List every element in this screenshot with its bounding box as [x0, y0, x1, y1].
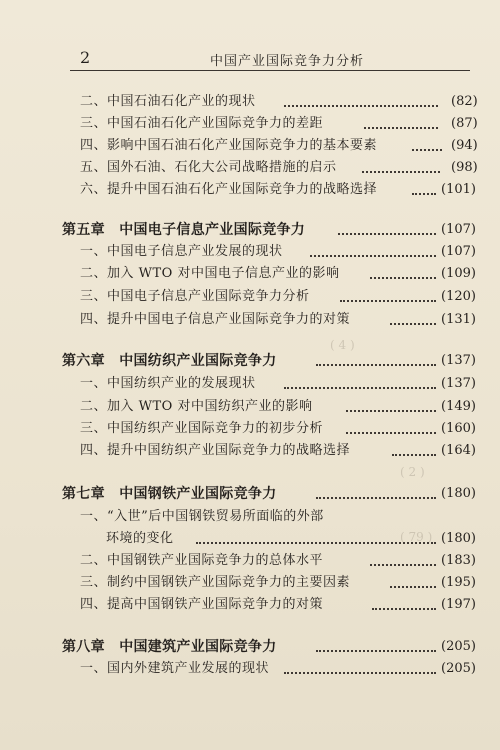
toc-entry	[0, 658, 500, 680]
toc-chapter	[0, 219, 500, 241]
toc-entry-page: (137)	[441, 353, 476, 368]
toc-entry-title: 一、“入世”后中国钢铁贸易所面临的外部	[80, 509, 324, 524]
toc-entry	[0, 418, 500, 440]
toc-entry	[0, 241, 500, 263]
dot-leader	[372, 608, 436, 610]
toc-entry-page: (109)	[441, 266, 476, 281]
chapter-title: 第八章 中国建筑产业国际竞争力	[62, 639, 277, 655]
toc-entry	[0, 91, 500, 113]
toc-entry-page: (82)	[451, 94, 478, 109]
toc-entry	[0, 440, 500, 462]
toc-entry-title: 一、国内外建筑产业发展的现状	[80, 661, 270, 676]
toc-entry-page: (195)	[441, 575, 476, 590]
toc-entry-title: 一、中国电子信息产业发展的现状	[80, 244, 283, 259]
toc-entry-title: 四、提升中国纺织产业国际竞争力的战略选择	[80, 443, 351, 458]
toc-entry-title: 三、制约中国钢铁产业国际竞争力的主要因素	[80, 575, 351, 590]
dot-leader	[284, 105, 438, 107]
toc-entry-title: 环境的变化	[106, 531, 174, 546]
toc-entry-page: (94)	[451, 138, 478, 153]
dot-leader	[346, 410, 436, 412]
toc-entry-title: 二、加入 WTO 对中国电子信息产业的影响	[80, 266, 340, 281]
dot-leader	[316, 650, 436, 652]
dot-leader	[390, 323, 436, 325]
toc-entry-page: (149)	[441, 399, 476, 414]
toc-entry	[0, 373, 500, 395]
toc-entry-page: (164)	[441, 443, 476, 458]
dot-leader	[316, 364, 436, 366]
toc-entry-title: 二、中国石油石化产业的现状	[80, 94, 256, 109]
toc-entry	[0, 594, 500, 616]
toc-entry	[0, 309, 500, 331]
toc-entry-page: (98)	[451, 160, 478, 175]
dot-leader	[412, 149, 442, 151]
chapter-title: 第七章 中国钢铁产业国际竞争力	[62, 486, 277, 502]
toc-entry-page: (160)	[441, 421, 476, 436]
toc-entry-title: 六、提升中国石油石化产业国际竞争力的战略选择	[80, 182, 378, 197]
running-title: 中国产业国际竞争力分析	[210, 54, 365, 69]
dot-leader	[340, 300, 436, 302]
bleed-through-mark: ( 79 )	[400, 530, 433, 544]
page-header	[70, 46, 470, 71]
toc-entry	[0, 135, 500, 157]
page-number: 2	[80, 48, 91, 67]
toc-entry-page: (137)	[441, 376, 476, 391]
dot-leader	[364, 127, 438, 129]
toc-chapter	[0, 350, 500, 372]
toc-entry	[0, 263, 500, 285]
toc-entry-page: (183)	[441, 553, 476, 568]
toc-entry-page: (107)	[441, 222, 476, 237]
toc-entry-page: (120)	[441, 289, 476, 304]
toc-entry-title: 四、提升中国电子信息产业国际竞争力的对策	[80, 312, 351, 327]
dot-leader	[310, 255, 436, 257]
toc-entry-page: (101)	[441, 182, 476, 197]
toc-entry	[0, 179, 500, 201]
dot-leader	[370, 564, 436, 566]
toc-chapter	[0, 483, 500, 505]
toc-entry-title: 三、中国纺织产业国际竞争力的初步分析	[80, 421, 324, 436]
toc-entry-title: 一、中国纺织产业的发展现状	[80, 376, 256, 391]
toc-entry-title: 四、提高中国钢铁产业国际竞争力的对策	[80, 597, 324, 612]
toc-entry	[0, 396, 500, 418]
toc-entry-page: (107)	[441, 244, 476, 259]
toc-entry-title: 三、中国石油石化产业国际竞争力的差距	[80, 116, 324, 131]
dot-leader	[284, 672, 436, 674]
toc-entry	[0, 113, 500, 135]
dot-leader	[284, 387, 436, 389]
dot-leader	[316, 497, 436, 499]
bleed-through-mark: ( 4 )	[330, 338, 355, 352]
toc-entry-page: (197)	[441, 597, 476, 612]
toc-entry	[0, 550, 500, 572]
dot-leader	[390, 586, 436, 588]
toc-entry-page: (87)	[451, 116, 478, 131]
toc-entry	[0, 506, 500, 528]
dot-leader	[362, 171, 440, 173]
chapter-title: 第六章 中国纺织产业国际竞争力	[62, 353, 277, 369]
toc-entry-title: 二、中国钢铁产业国际竞争力的总体水平	[80, 553, 324, 568]
dot-leader	[412, 193, 436, 195]
toc-entry-title: 二、加入 WTO 对中国纺织产业的影响	[80, 399, 313, 414]
toc-entry	[0, 528, 500, 550]
toc-entry-title: 四、影响中国石油石化产业国际竞争力的基本要素	[80, 138, 378, 153]
dot-leader	[338, 233, 436, 235]
toc-entry	[0, 157, 500, 179]
toc-entry-page: (205)	[441, 661, 476, 676]
dot-leader	[370, 277, 436, 279]
toc-entry-title: 三、中国电子信息产业国际竞争力分析	[80, 289, 310, 304]
toc-entry-page: (180)	[441, 486, 476, 501]
toc-entry	[0, 572, 500, 594]
toc-entry-page: (180)	[441, 531, 476, 546]
chapter-title: 第五章 中国电子信息产业国际竞争力	[62, 222, 306, 238]
toc-entry-page: (205)	[441, 639, 476, 654]
dot-leader	[346, 432, 436, 434]
dot-leader	[392, 454, 436, 456]
toc-entry-title: 五、国外石油、石化大公司战略措施的启示	[80, 160, 337, 175]
toc-entry-page: (131)	[441, 312, 476, 327]
bleed-through-mark: ( 2 )	[400, 465, 425, 479]
toc-chapter	[0, 636, 500, 658]
toc-entry	[0, 286, 500, 308]
dot-leader	[196, 542, 436, 544]
